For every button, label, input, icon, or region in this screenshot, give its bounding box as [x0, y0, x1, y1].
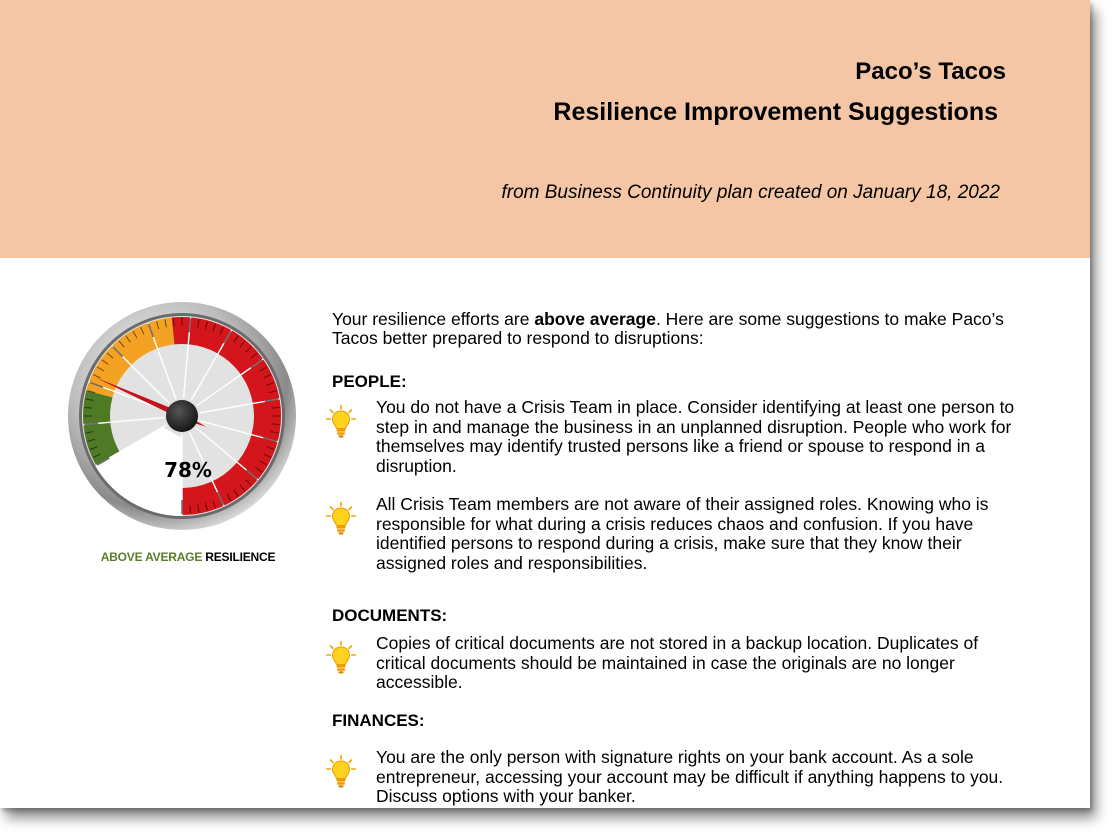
lightbulb-icon	[326, 640, 356, 676]
section-heading-documents: DOCUMENTS:	[332, 606, 448, 625]
resilience-gauge	[66, 300, 298, 532]
intro-text-start: Your resilience efforts are	[332, 309, 535, 329]
gauge-tick	[173, 318, 174, 326]
report-subtitle: from Business Continuity plan created on January 18, 2022	[501, 182, 1000, 203]
gauge-caption	[60, 550, 316, 564]
gauge-caption-word: RESILIENCE	[205, 550, 276, 564]
suggestion-text: Copies of critical documents are not stored in a backup location. Duplicates of critical documents should be maintained in case the originals are no longer accessible.	[376, 633, 979, 692]
gauge-hub	[166, 400, 198, 432]
gauge-tick	[272, 424, 280, 425]
gauge-tick	[84, 407, 92, 408]
intro-paragraph	[332, 310, 1012, 348]
gauge-tick	[190, 506, 191, 514]
gauge-caption-level: ABOVE AVERAGE	[100, 550, 203, 564]
section-heading-finances: FINANCES:	[332, 711, 425, 730]
section-heading-people: PEOPLE:	[332, 372, 407, 391]
suggestion-text: All Crisis Team members are not aware of their assigned roles. Knowing who is responsible for what during a crisis reduces chaos and confusion. If you have identified persons to respond during a crisis, make sure that they know their assigned roles and responsibilities.	[376, 494, 989, 573]
gauge-value-label: 78%	[164, 458, 212, 482]
report-title: Resilience Improvement Suggestions	[553, 98, 998, 126]
lightbulb-icon	[326, 754, 356, 790]
suggestion-text: You do not have a Crisis Team in place. Consider identifying at least one person to step in and manage the business in an unplanned disruption. People who work for themselves may identify trusted persons like a friend or spouse to respond in a disruption.	[376, 397, 1015, 476]
gauge-tick	[272, 407, 280, 408]
lightbulb-icon	[326, 404, 356, 440]
suggestion-text: You are the only person with signature rights on your bank account. As a sole entrepreneur, accessing your account may be difficult if anything happens to you. Discuss options with your banker.	[376, 747, 1004, 806]
intro-emphasis: above average	[534, 309, 656, 329]
report-header	[0, 0, 1090, 258]
gauge-graphic	[66, 300, 298, 532]
intro-text-end: . Here are some suggestions to make Paco’s Tacos better prepared to respond to disruptions:	[332, 309, 1004, 348]
lightbulb-icon	[326, 501, 356, 537]
company-name: Paco’s Tacos	[855, 58, 1006, 85]
